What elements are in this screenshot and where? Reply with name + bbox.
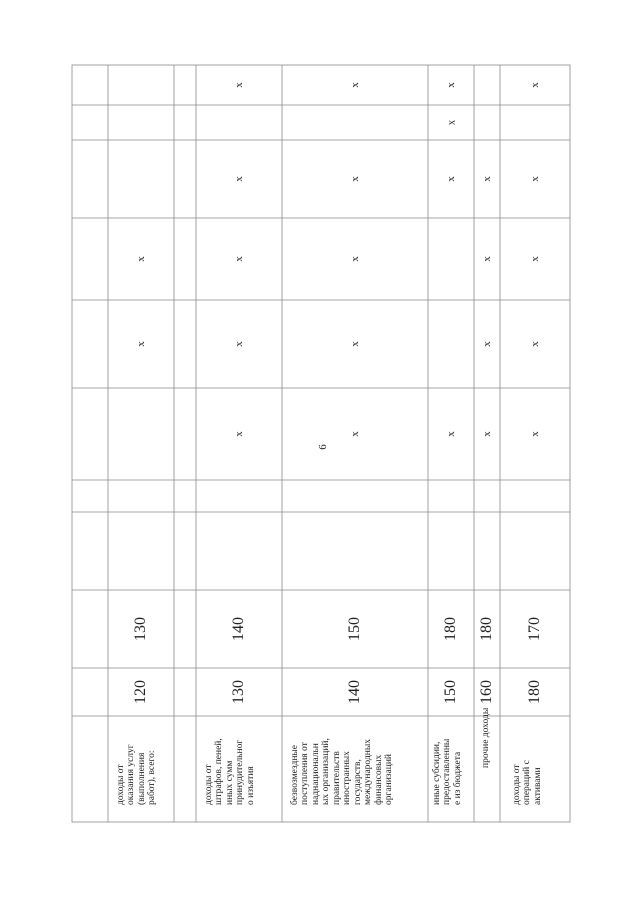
row-code: 170 [526, 617, 543, 641]
row-code: 150 [346, 617, 363, 641]
cell-mark: x [481, 341, 493, 347]
cell-mark: x [529, 256, 541, 262]
row-code: 130 [132, 617, 149, 641]
row-code: 150 [442, 680, 459, 704]
cell-mark: x [349, 431, 361, 437]
row-code: 180 [526, 680, 543, 704]
cell-mark: x [481, 431, 493, 437]
row-code: 120 [132, 680, 149, 704]
cell-mark: x [529, 341, 541, 347]
cell-mark: x [445, 176, 457, 182]
row-label: доходы от операций с активами [512, 760, 543, 805]
page-number: 6 [317, 444, 329, 450]
cell-mark: x [349, 176, 361, 182]
cell-mark: x [529, 82, 541, 88]
row-code: 130 [230, 680, 247, 704]
cell-mark: x [481, 256, 493, 262]
row-code: 140 [346, 680, 363, 704]
cell-mark: x [529, 176, 541, 182]
cell-mark: x [349, 341, 361, 347]
row-code: 180 [442, 617, 459, 641]
row-label: безвозмездные поступления от наднациональн ых организаций, правительств иностранных государств, международных финансовых организаций [290, 738, 394, 805]
cell-mark: x [233, 256, 245, 262]
cell-mark: x [445, 119, 457, 126]
cell-mark: x [445, 82, 457, 88]
cell-mark: x [529, 431, 541, 437]
cell-mark: x [233, 176, 245, 182]
cell-mark: x [233, 82, 245, 88]
cell-mark: x [135, 341, 147, 347]
cell-mark: x [233, 431, 245, 437]
cell-mark: x [445, 431, 457, 437]
cell-mark: x [349, 256, 361, 262]
row-code: 180 [478, 617, 495, 641]
row-label: доходы от штрафов, пеней, иных сумм принудительног о изъятия [204, 738, 256, 805]
cell-mark: x [135, 256, 147, 262]
cell-mark: x [233, 341, 245, 347]
row-label: прочие доходы [481, 707, 491, 768]
row-label: доходы от оказания услуг (выполнения работ), всего: [116, 744, 158, 805]
row-label: иные субсидии, предоставленны е из бюджета [432, 738, 463, 805]
cell-mark: x [481, 176, 493, 182]
row-code: 140 [230, 617, 247, 641]
row-code: 160 [478, 680, 495, 704]
cell-mark: x [349, 82, 361, 88]
